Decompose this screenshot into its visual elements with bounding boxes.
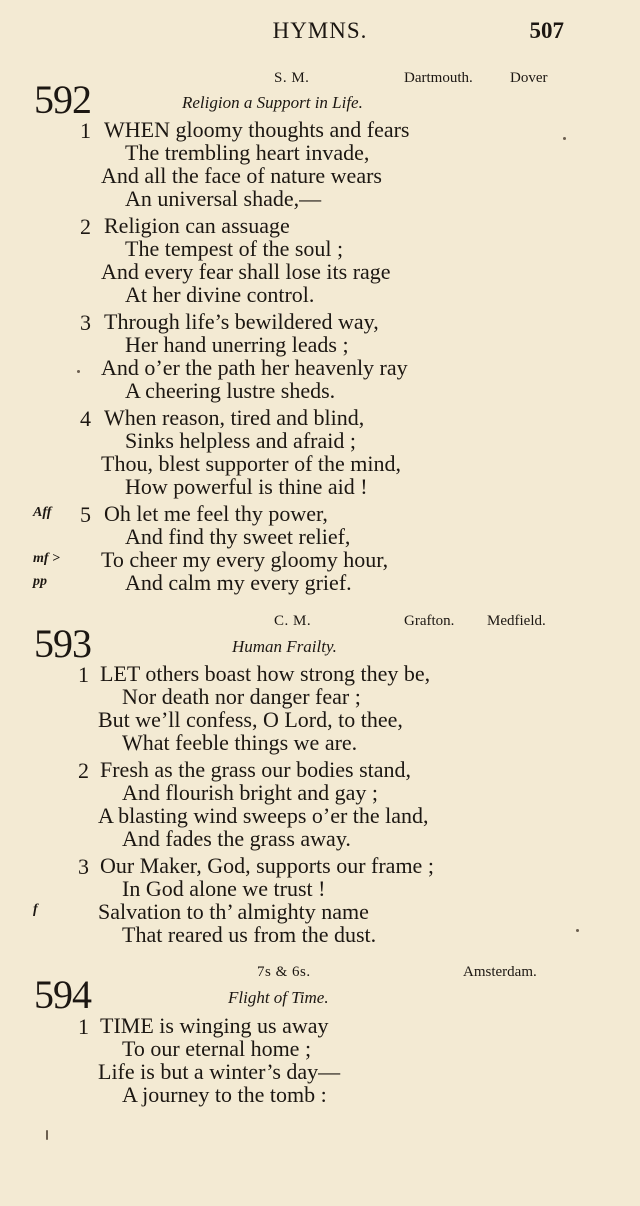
verse-line: Life is but a winter’s day— bbox=[98, 1059, 341, 1084]
verse-line: And calm my every grief. bbox=[125, 570, 352, 595]
hymn-meter: 7s & 6s. bbox=[257, 964, 311, 980]
verse-line: Nor death nor danger fear ; bbox=[122, 684, 361, 709]
verse-number: 3 bbox=[78, 854, 89, 879]
tune-name: Dartmouth. bbox=[404, 70, 473, 86]
dynamic-marking: f bbox=[33, 902, 38, 917]
dynamic-marking: Aff bbox=[33, 505, 52, 520]
verse-line: How powerful is thine aid ! bbox=[125, 474, 368, 499]
verse-line: The trembling heart invade, bbox=[125, 140, 370, 165]
verse-line: At her divine control. bbox=[125, 282, 315, 307]
verse-line: What feeble things we are. bbox=[122, 730, 358, 755]
verse-number: 1 bbox=[78, 1014, 89, 1039]
verse-line: LET others boast how strong they be, bbox=[100, 661, 431, 686]
verse-line: A journey to the tomb : bbox=[122, 1082, 327, 1107]
verse-line: Our Maker, God, supports our frame ; bbox=[100, 853, 434, 878]
hymn-number: 593 bbox=[34, 621, 91, 666]
verse-number: 2 bbox=[78, 758, 89, 783]
verse-line: And find thy sweet relief, bbox=[125, 524, 351, 549]
hymn-title: Human Frailty. bbox=[232, 637, 337, 656]
running-title: HYMNS. bbox=[272, 18, 368, 43]
dynamic-marking: pp bbox=[33, 574, 47, 589]
hymn-title: Flight of Time. bbox=[228, 988, 329, 1007]
verse-line: And flourish bright and gay ; bbox=[122, 780, 379, 805]
hymn-meter: S. M. bbox=[274, 70, 310, 86]
hymn-number: 592 bbox=[34, 77, 91, 122]
paper-speck bbox=[77, 370, 80, 373]
verse-line: To our eternal home ; bbox=[122, 1036, 312, 1061]
tune-name: Dover bbox=[510, 70, 548, 86]
verse-number: 1 bbox=[78, 662, 89, 687]
verse-line: In God alone we trust ! bbox=[122, 876, 326, 901]
verse-line: An universal shade,— bbox=[125, 186, 322, 211]
verse-line: And fades the grass away. bbox=[122, 826, 351, 851]
verse-number: 4 bbox=[80, 406, 91, 431]
tune-name: Amsterdam. bbox=[463, 964, 537, 980]
verse-number: 5 bbox=[80, 502, 91, 527]
verse-line: Thou, blest supporter of the mind, bbox=[101, 451, 402, 476]
paper-speck bbox=[576, 929, 579, 932]
verse-line: Oh let me feel thy power, bbox=[104, 501, 328, 526]
verse-line: The tempest of the soul ; bbox=[125, 236, 344, 261]
verse-line: And o’er the path her heavenly ray bbox=[101, 355, 408, 380]
verse-line: TIME is winging us away bbox=[100, 1013, 329, 1038]
verse-line: Religion can assuage bbox=[104, 213, 290, 238]
verse-line: To cheer my every gloomy hour, bbox=[101, 547, 389, 572]
hymn-number: 594 bbox=[34, 972, 91, 1017]
verse-line: But we’ll confess, O Lord, to thee, bbox=[98, 707, 403, 732]
verse-line: WHEN gloomy thoughts and fears bbox=[104, 117, 410, 142]
verse-line: And every fear shall lose its rage bbox=[101, 259, 391, 284]
page-number: 507 bbox=[529, 18, 564, 43]
verse-line: And all the face of nature wears bbox=[101, 163, 382, 188]
verse-line: That reared us from the dust. bbox=[122, 922, 377, 947]
verse-line: A blasting wind sweeps o’er the land, bbox=[98, 803, 429, 828]
hymn-meter: C. M. bbox=[274, 613, 312, 629]
tune-name: Medfield. bbox=[487, 613, 546, 629]
verse-line: When reason, tired and blind, bbox=[104, 405, 365, 430]
paper-speck bbox=[563, 137, 566, 140]
paper-speck bbox=[46, 1130, 48, 1140]
verse-line: A cheering lustre sheds. bbox=[125, 378, 336, 403]
tune-name: Grafton. bbox=[404, 613, 455, 629]
verse-line: Sinks helpless and afraid ; bbox=[125, 428, 356, 453]
dynamic-marking: mf > bbox=[33, 551, 61, 566]
verse-number: 2 bbox=[80, 214, 91, 239]
verse-line: Fresh as the grass our bodies stand, bbox=[100, 757, 412, 782]
verse-line: Through life’s bewildered way, bbox=[104, 309, 379, 334]
verse-number: 1 bbox=[80, 118, 91, 143]
verse-number: 3 bbox=[80, 310, 91, 335]
verse-line: Salvation to th’ almighty name bbox=[98, 899, 369, 924]
verse-line: Her hand unerring leads ; bbox=[125, 332, 349, 357]
hymn-title: Religion a Support in Life. bbox=[182, 93, 363, 112]
